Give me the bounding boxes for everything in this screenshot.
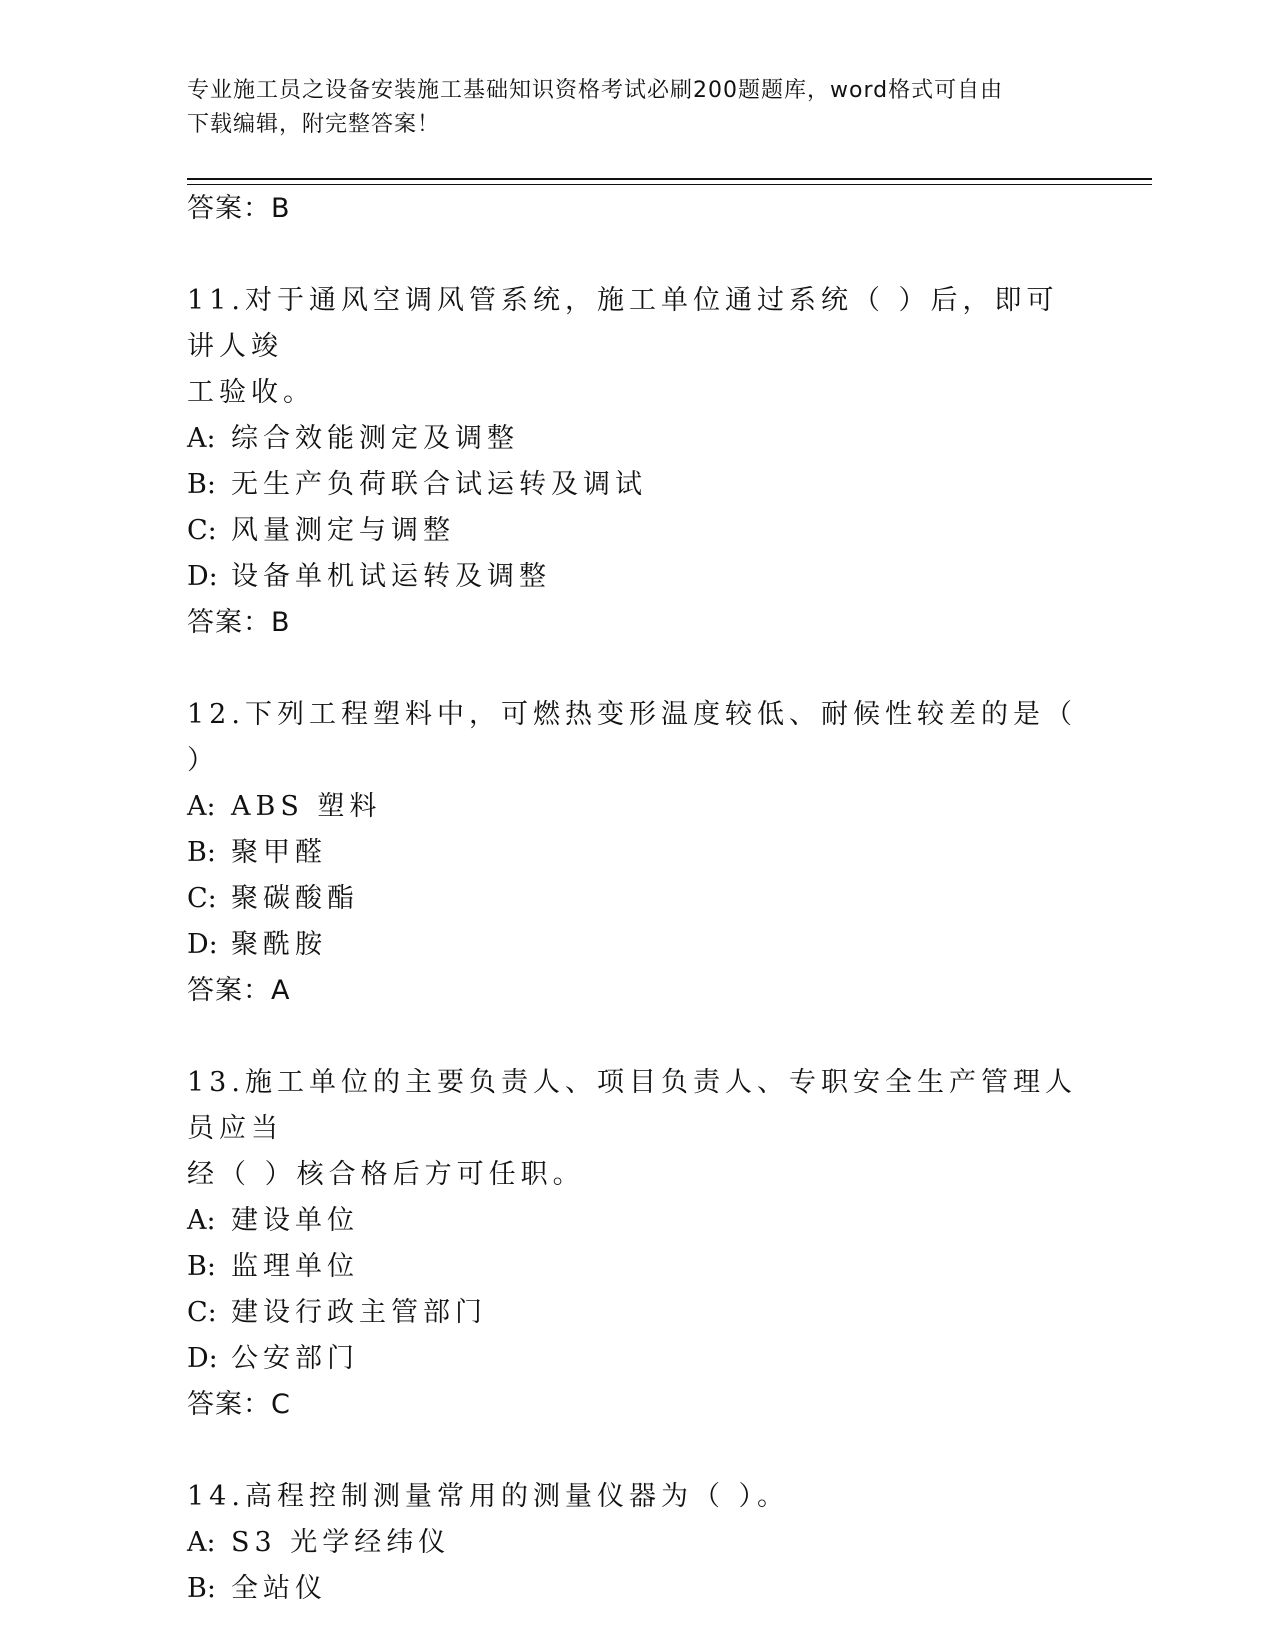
header-line-2: 下载编辑，附完整答案！ bbox=[187, 112, 441, 137]
option-key: B: bbox=[187, 469, 216, 500]
question-text bbox=[187, 1060, 1087, 1152]
option-key: C: bbox=[187, 515, 217, 546]
option-text: 聚碳酸酯 bbox=[231, 883, 359, 914]
spacer bbox=[187, 1014, 1087, 1060]
spacer bbox=[187, 1428, 1087, 1474]
option-text: 聚甲醛 bbox=[231, 837, 327, 868]
option-text: S3 光学经纬仪 bbox=[231, 1527, 451, 1558]
option-key: D: bbox=[187, 1343, 218, 1374]
spacer bbox=[187, 646, 1087, 692]
option-text: ABS 塑料 bbox=[231, 791, 382, 822]
option-b bbox=[187, 1566, 1087, 1612]
question-text bbox=[187, 1474, 1087, 1520]
question-number: 14. bbox=[187, 1481, 245, 1512]
question-stem-line-1: 高程控制测量常用的测量仪器为（ ）。 bbox=[244, 1481, 790, 1512]
question-block bbox=[187, 692, 1087, 1014]
option-key: A: bbox=[187, 791, 216, 822]
option-text: 设备单机试运转及调整 bbox=[231, 561, 551, 592]
question-text bbox=[187, 278, 1087, 370]
option-text: 监理单位 bbox=[231, 1251, 359, 1282]
spacer bbox=[187, 232, 1087, 278]
option-key: A: bbox=[187, 1527, 216, 1558]
option-text: 全站仪 bbox=[231, 1573, 327, 1604]
option-key: A: bbox=[187, 1205, 216, 1236]
option-key: B: bbox=[187, 837, 216, 868]
question-text bbox=[187, 692, 1087, 784]
option-key: D: bbox=[187, 561, 218, 592]
option-d bbox=[187, 1336, 1087, 1382]
option-key: B: bbox=[187, 1573, 216, 1604]
answer-line: 答案：B bbox=[187, 607, 291, 638]
option-key: A: bbox=[187, 423, 216, 454]
option-key: C: bbox=[187, 1297, 217, 1328]
option-c bbox=[187, 508, 1087, 554]
option-c bbox=[187, 876, 1087, 922]
option-key: C: bbox=[187, 883, 217, 914]
question-number: 13. bbox=[187, 1067, 245, 1098]
answer-line: 答案：C bbox=[187, 1389, 291, 1420]
option-b bbox=[187, 1244, 1087, 1290]
question-stem-line-2: 经（ ）核合格后方可任职。 bbox=[187, 1159, 585, 1190]
option-c bbox=[187, 1290, 1087, 1336]
option-text: 风量测定与调整 bbox=[231, 515, 455, 546]
question-stem-line-1: 施工单位的主要负责人、项目负责人、专职安全生产管理人员应当 bbox=[187, 1067, 1077, 1144]
option-text: 聚酰胺 bbox=[231, 929, 327, 960]
option-a bbox=[187, 1520, 1087, 1566]
option-text: 建设行政主管部门 bbox=[231, 1297, 487, 1328]
option-text: 综合效能测定及调整 bbox=[231, 423, 519, 454]
answer-line: 答案：B bbox=[187, 193, 291, 224]
option-key: B: bbox=[187, 1251, 216, 1282]
option-a bbox=[187, 416, 1087, 462]
option-text: 公安部门 bbox=[231, 1343, 359, 1374]
question-stem-line-1: 下列工程塑料中，可燃热变形温度较低、耐候性较差的是（ ） bbox=[187, 699, 1077, 776]
option-b bbox=[187, 462, 1087, 508]
option-key: D: bbox=[187, 929, 218, 960]
header-line-1: 专业施工员之设备安装施工基础知识资格考试必刷200题题库，word格式可自由 bbox=[187, 78, 1004, 103]
question-stem-line-2: 工验收。 bbox=[187, 377, 315, 408]
question-number: 12. bbox=[187, 699, 245, 730]
option-d bbox=[187, 554, 1087, 600]
question-list bbox=[187, 186, 1087, 1612]
question-block bbox=[187, 278, 1087, 646]
option-a bbox=[187, 1198, 1087, 1244]
answer-line: 答案：A bbox=[187, 975, 291, 1006]
option-d bbox=[187, 922, 1087, 968]
option-text: 无生产负荷联合试运转及调试 bbox=[231, 469, 647, 500]
question-block bbox=[187, 1060, 1087, 1428]
option-a bbox=[187, 784, 1087, 830]
header-rule-thin bbox=[187, 184, 1152, 185]
option-b bbox=[187, 830, 1087, 876]
option-text: 建设单位 bbox=[231, 1205, 359, 1236]
header-rule-thick bbox=[187, 178, 1152, 180]
question-block bbox=[187, 1474, 1087, 1612]
question-stem-line-1: 对于通风空调风管系统，施工单位通过系统（ ）后，即可讲人竣 bbox=[187, 285, 1059, 362]
question-number: 11. bbox=[187, 285, 245, 316]
document-header bbox=[187, 74, 1067, 142]
